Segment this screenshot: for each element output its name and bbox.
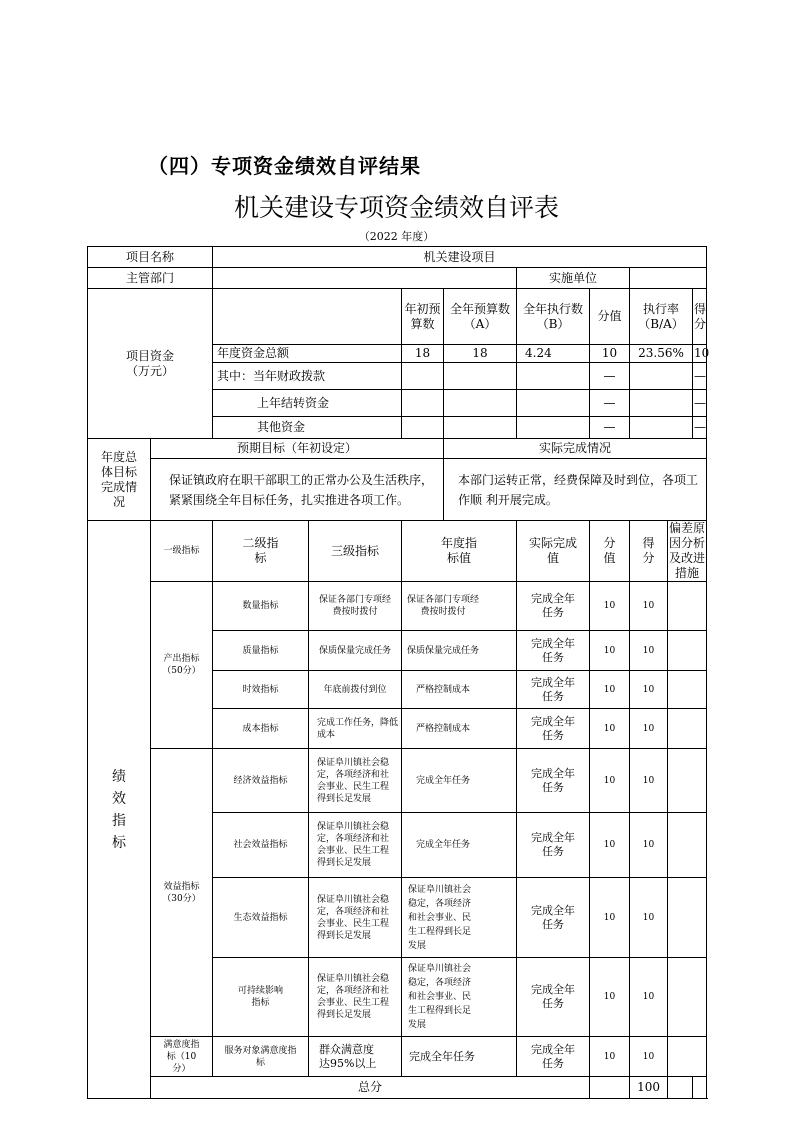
item-target: 严格控制成本: [402, 709, 517, 749]
fiscal-score-dash: —: [693, 363, 707, 390]
fiscal-label: 其中：当年财政拨款: [213, 363, 402, 390]
satisfaction-group-label: 满意度指标（10分）: [151, 1037, 213, 1077]
col-annual-budget: 全年预算数（A）: [444, 289, 517, 345]
goals-content-row: [88, 459, 707, 521]
item-l3: 群众满意度达95%以上: [309, 1037, 402, 1077]
item-target: 完成全年任务: [402, 1037, 517, 1077]
item-actual: 完成全年任务: [517, 631, 590, 671]
item-actual: 完成全年任务: [517, 878, 590, 958]
total-exec: 4.24: [517, 345, 590, 363]
total-rate: 23.56%: [630, 345, 693, 363]
item-weight: 10: [590, 582, 630, 631]
item-l2: 服务对象满意度指标: [213, 1037, 309, 1077]
item-actual: 完成全年任务: [517, 749, 590, 813]
col-exec-rate: 执行率（B/A）: [630, 289, 693, 345]
item-deviation: [668, 749, 707, 813]
col-initial-budget: 年初预算数: [402, 289, 444, 345]
h-level2: 二级指标: [213, 521, 309, 582]
item-actual: 完成全年任务: [517, 671, 590, 709]
h-deviation: 偏差原因分析及改进措施: [669, 521, 706, 580]
total-value: 100: [630, 1077, 668, 1099]
item-l3: 保证阜川镇社会稳定，各项经济和社会事业、民生工程得到长足发展: [309, 878, 402, 958]
item-deviation: [668, 709, 707, 749]
item-weight: 10: [590, 749, 630, 813]
funds-label-line2: （万元）: [126, 363, 175, 378]
project-name-value: 机关建设项目: [213, 247, 707, 268]
total-weight: 10: [590, 345, 630, 363]
item-weight: 10: [590, 671, 630, 709]
total-label: 总分: [151, 1077, 590, 1099]
item-actual: 完成全年任务: [517, 709, 590, 749]
other-score-dash: —: [693, 417, 707, 439]
total-blank: [590, 1077, 630, 1099]
col-annual-exec: 全年执行数（B）: [517, 289, 590, 345]
item-weight: 10: [590, 958, 630, 1037]
item-l3: 年底前拨付到位: [309, 671, 402, 709]
item-weight: 10: [590, 878, 630, 958]
item-deviation: [668, 813, 707, 878]
dept-row: [88, 268, 707, 289]
section-heading: （四）专项资金绩效自评结果: [148, 154, 421, 178]
item-weight: 10: [590, 813, 630, 878]
perf-header-row: [88, 521, 707, 582]
project-name-row: [88, 247, 707, 268]
item-l3: 保证阜川镇社会稳定，各项经济和社会事业、民生工程得到长足发展: [309, 958, 402, 1037]
item-score: 10: [630, 671, 668, 709]
item-deviation: [668, 1037, 707, 1077]
item-actual: 完成全年任务: [517, 1037, 590, 1077]
item-l2: 生态效益指标: [213, 878, 309, 958]
item-score: 10: [630, 631, 668, 671]
item-deviation: [668, 671, 707, 709]
item-score: 10: [630, 582, 668, 631]
goals-header-row: [88, 439, 707, 459]
item-l3: 保证阜川镇社会稳定，各项经济和社会事业、民生工程得到长足发展: [309, 749, 402, 813]
item-weight: 10: [590, 1037, 630, 1077]
funds-header-row: [88, 289, 707, 345]
benefit-group-label: 效益指标（30分）: [151, 749, 213, 1037]
item-l2: 数量指标: [213, 582, 309, 631]
item-score: 10: [630, 709, 668, 749]
other-label: 其他资金: [213, 417, 402, 439]
goals-label: 年度总体目标完成情况: [88, 439, 151, 521]
perf-side-label: 绩效指标: [88, 521, 151, 1099]
funds-header-blank: [213, 289, 402, 345]
h-level1: 一级指标: [151, 521, 213, 582]
item-deviation: [668, 582, 707, 631]
item-deviation: [668, 631, 707, 671]
item-l2: 经济效益指标: [213, 749, 309, 813]
year-label: （2022 年度）: [358, 230, 435, 243]
item-l2: 可持续影响指标: [213, 958, 309, 1037]
item-l2: 社会效益指标: [213, 813, 309, 878]
item-l2: 质量指标: [213, 631, 309, 671]
item-l3: 保质保量完成任务: [309, 631, 402, 671]
output-group-label: 产出指标（50分）: [151, 582, 213, 749]
item-target: 保质保量完成任务: [402, 631, 517, 671]
item-target: 保证阜川镇社会稳定，各项经济和社会事业、民生工程得到长足发展: [402, 878, 517, 958]
other-weight-dash: —: [590, 417, 630, 439]
funds-label: [88, 289, 213, 439]
item-l2: 时效指标: [213, 671, 309, 709]
dept-value: [213, 268, 517, 289]
item-l2: 成本指标: [213, 709, 309, 749]
h-level3: 三级指标: [309, 521, 402, 582]
h-actual: 实际完成值: [517, 521, 590, 582]
carry-score-dash: —: [693, 390, 707, 417]
item-weight: 10: [590, 631, 630, 671]
h-score: 得分: [630, 521, 668, 582]
item-actual: 完成全年任务: [517, 958, 590, 1037]
item-l3: 保证阜川镇社会稳定，各项经济和社会事业、民生工程得到长足发展: [309, 813, 402, 878]
table-title: 机关建设专项资金绩效自评表: [233, 193, 559, 222]
item-target: 完成全年任务: [402, 813, 517, 878]
item-deviation: [668, 878, 707, 958]
item-target: 完成全年任务: [402, 749, 517, 813]
table-row: [88, 749, 707, 813]
carry-weight-dash: —: [590, 390, 630, 417]
total-label: 年度资金总额: [213, 345, 402, 363]
actual-text: 本部门运转正常，经费保障及时到位，各项工作顺 利开展完成。: [444, 459, 707, 521]
actual-header: 实际完成情况: [444, 439, 707, 459]
item-score: 10: [630, 1037, 668, 1077]
h-weight: 分值: [590, 521, 630, 582]
item-score: 10: [630, 958, 668, 1037]
project-name-label: 项目名称: [88, 247, 213, 268]
item-score: 10: [630, 813, 668, 878]
item-target: 严格控制成本: [402, 671, 517, 709]
item-actual: 完成全年任务: [517, 582, 590, 631]
total-annual: 18: [444, 345, 517, 363]
item-score: 10: [630, 878, 668, 958]
item-target: 保证各部门专项经费按时拨付: [402, 582, 517, 631]
col-score: 得分: [693, 289, 707, 345]
dept-label: 主管部门: [88, 268, 213, 289]
expected-header: 预期目标（年初设定）: [151, 439, 444, 459]
item-l3: 保证各部门专项经费按时拨付: [309, 582, 402, 631]
total-initial: 18: [402, 345, 444, 363]
item-actual: 完成全年任务: [517, 813, 590, 878]
expected-text: 保证镇政府在职干部职工的正常办公及生活秩序，紧紧围绕全年目标任务，扎实推进各项工作。: [151, 459, 444, 521]
total-score: 10: [693, 345, 707, 363]
evaluation-table: [87, 246, 710, 1099]
col-score-weight: 分值: [590, 289, 630, 345]
item-score: 10: [630, 749, 668, 813]
impl-unit-label: 实施单位: [517, 268, 630, 289]
table-row: [88, 582, 707, 631]
funds-label-line1: 项目资金: [126, 348, 175, 363]
item-deviation: [668, 958, 707, 1037]
fiscal-weight-dash: —: [590, 363, 630, 390]
total-row: [88, 1077, 707, 1099]
impl-unit-value: [630, 268, 707, 289]
table-row: [88, 1037, 707, 1077]
item-weight: 10: [590, 709, 630, 749]
item-target: 保证阜川镇社会稳定，各项经济和社会事业、民生工程得到长足发展: [402, 958, 517, 1037]
h-target: 年度指标值: [402, 521, 517, 582]
item-l3: 完成工作任务，降低成本: [309, 709, 402, 749]
carry-label: 上年结转资金: [213, 390, 402, 417]
